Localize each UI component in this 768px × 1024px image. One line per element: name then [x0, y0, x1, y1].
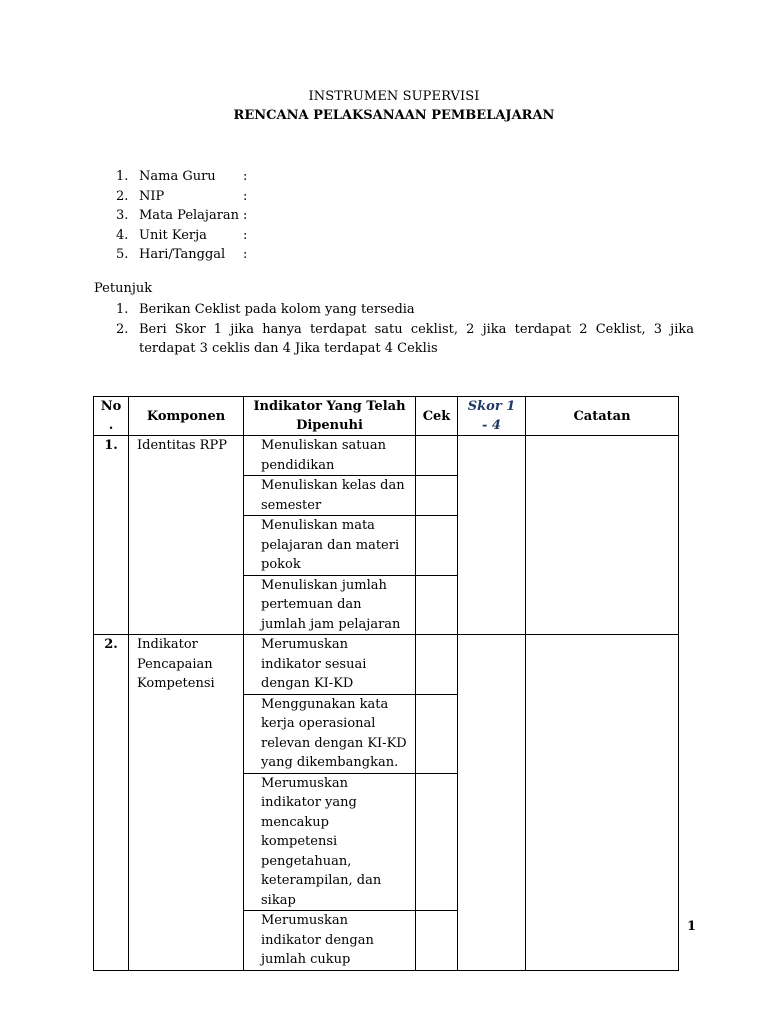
cek-checkbox-cell[interactable]: [416, 773, 458, 911]
cek-checkbox-cell[interactable]: [416, 476, 458, 516]
header-komponen: Komponen: [129, 397, 244, 436]
cek-checkbox-cell[interactable]: [416, 694, 458, 773]
row-indikator: Merumuskan indikator dengan jumlah cukup: [244, 911, 416, 971]
identity-item: [116, 226, 247, 246]
instruction-text: Beri Skor 1 jika hanya terdapat satu ceklist, 2 jika terdapat 2 Ceklist, 3 jika terdapat 3 ceklis dan 4 Jika terdapat 4 Ceklis: [139, 321, 694, 356]
row-indikator: Menuliskan satuan pendidikan: [244, 436, 416, 476]
identity-item: [116, 245, 247, 265]
instructions-heading: Petunjuk: [94, 281, 153, 296]
row-komponen: Indikator Pencapaian Kompetensi: [129, 635, 244, 971]
cek-checkbox-cell[interactable]: [416, 911, 458, 971]
page-number: 1: [687, 919, 697, 934]
identity-label: NIP: [139, 188, 165, 204]
row-indikator: Merumuskan indikator yang mencakup kompetensi pengetahuan, keterampilan, dan sikap: [244, 773, 416, 911]
cek-checkbox-cell[interactable]: [416, 436, 458, 476]
identity-separator: :: [243, 188, 248, 204]
header-cek: Cek: [416, 397, 458, 436]
identity-item: [116, 187, 247, 207]
row-number: 2.: [94, 635, 129, 971]
instruction-item: [116, 300, 694, 320]
catatan-cell[interactable]: [526, 436, 679, 635]
identity-label: Unit Kerja: [139, 227, 207, 243]
row-indikator: Menuliskan mata pelajaran dan materi pokok: [244, 516, 416, 576]
identity-item: [116, 206, 247, 226]
identity-label: Nama Guru: [139, 169, 216, 184]
row-indikator: Menuliskan kelas dan semester: [244, 476, 416, 516]
document-title: INSTRUMEN SUPERVISI: [308, 89, 480, 104]
header-skor: Skor 1 - 4: [458, 397, 526, 436]
row-indikator: Menuliskan jumlah pertemuan dan jumlah jam pelajaran: [244, 575, 416, 635]
identity-label: Mata Pelajaran: [139, 208, 240, 223]
table-row: [94, 635, 679, 695]
instruction-text: Berikan Ceklist pada kolom yang tersedia: [139, 302, 415, 317]
identity-label: Hari/Tanggal: [139, 247, 226, 262]
identity-number: 4.: [116, 227, 129, 243]
skor-cell[interactable]: [458, 635, 526, 971]
instructions-list: [116, 300, 694, 359]
identity-separator: :: [243, 247, 248, 262]
catatan-cell[interactable]: [526, 635, 679, 971]
row-number: 1.: [94, 436, 129, 635]
table-header-row: [94, 397, 679, 436]
identity-number: 5.: [116, 247, 129, 262]
row-indikator: Menggunakan kata kerja operasional relevan dengan KI-KD yang dikembangkan.: [244, 694, 416, 773]
cek-checkbox-cell[interactable]: [416, 635, 458, 695]
header-no: No .: [94, 397, 129, 436]
header-catatan: Catatan: [526, 397, 679, 436]
identity-separator: :: [243, 169, 248, 184]
identity-separator: :: [243, 208, 248, 223]
header-indikator: Indikator Yang Telah Dipenuhi: [244, 397, 416, 436]
identity-separator: :: [243, 227, 248, 243]
cek-checkbox-cell[interactable]: [416, 516, 458, 576]
table-row: [94, 436, 679, 476]
skor-cell[interactable]: [458, 436, 526, 635]
row-komponen: Identitas RPP: [129, 436, 244, 635]
supervision-table: [93, 396, 679, 971]
identity-list: [116, 167, 247, 265]
identity-item: [116, 167, 247, 187]
identity-number: 1.: [116, 169, 129, 184]
row-indikator: Merumuskan indikator sesuai dengan KI-KD: [244, 635, 416, 695]
instruction-number: 2.: [116, 321, 129, 337]
identity-number: 2.: [116, 188, 129, 204]
identity-number: 3.: [116, 208, 129, 223]
document-subtitle: RENCANA PELAKSANAAN PEMBELAJARAN: [233, 108, 555, 123]
instruction-item: [116, 320, 694, 359]
cek-checkbox-cell[interactable]: [416, 575, 458, 635]
instruction-number: 1.: [116, 302, 129, 317]
